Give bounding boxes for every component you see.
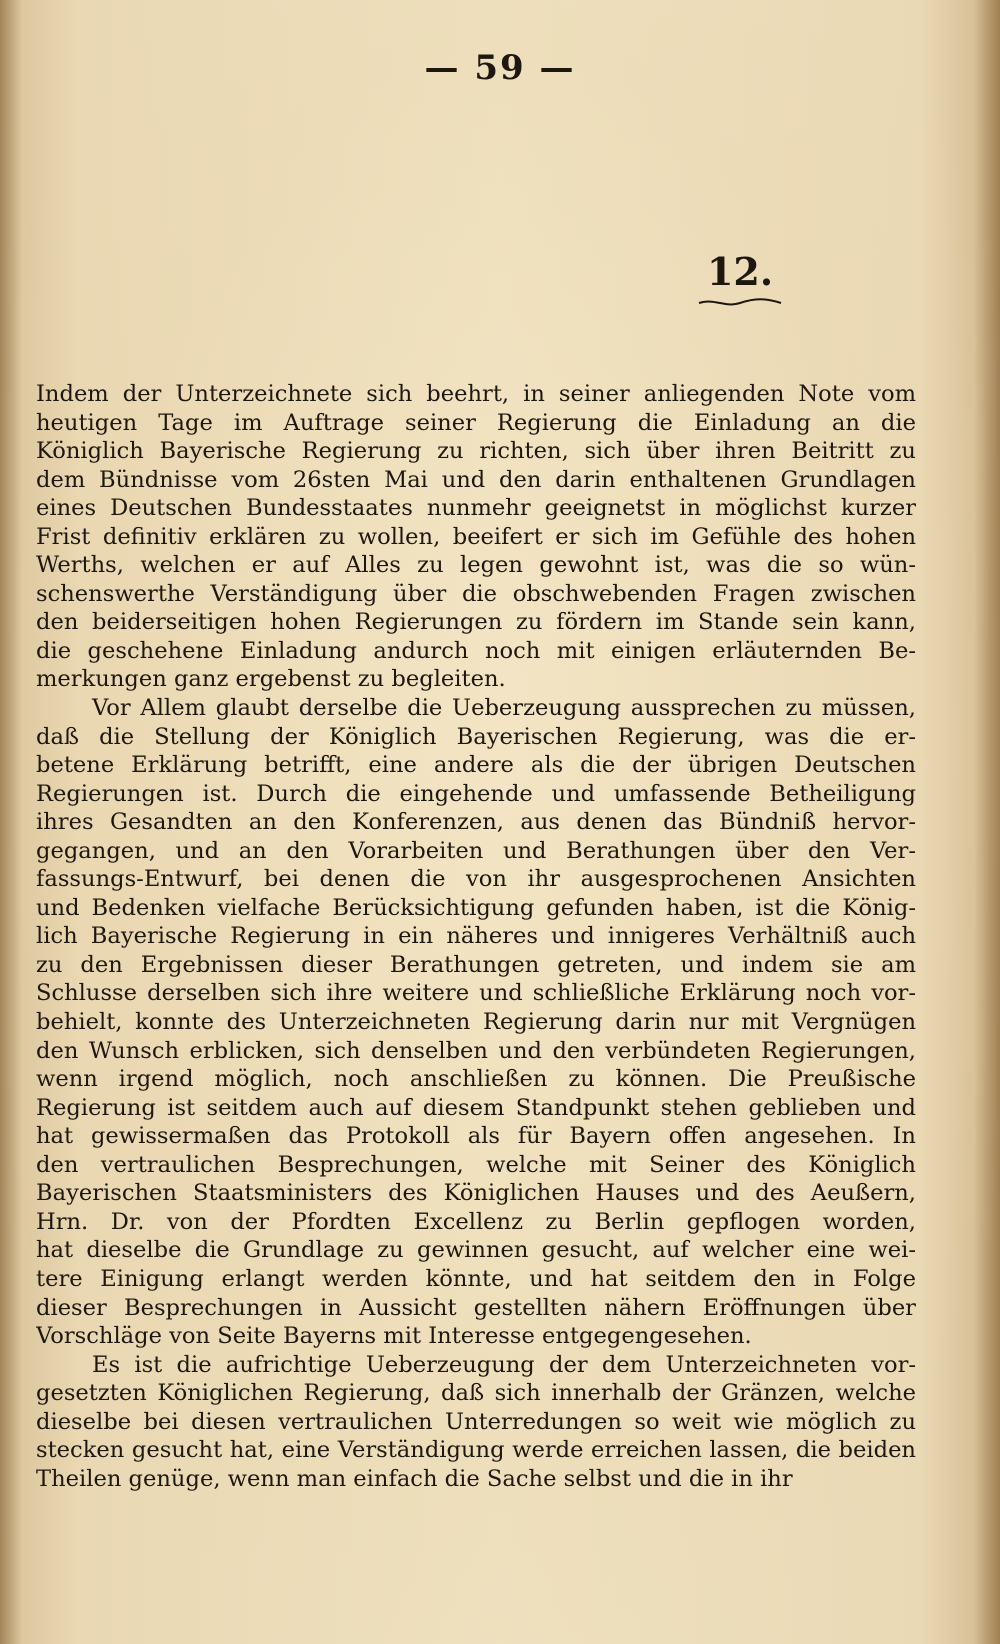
text-line: wenn irgend möglich, noch anschließen zu können. Die Preußische xyxy=(36,1066,916,1093)
text-line: ihres Gesandten an den Konferenzen, aus denen das Bündniß hervor- xyxy=(36,809,916,836)
text-line: heutigen Tage im Auftrage seiner Regierung die Einladung an die xyxy=(36,409,916,436)
text-line: daß die Stellung der Königlich Bayerischen Regierung, was die er- xyxy=(36,723,916,750)
text-line: Frist definitiv erklären zu wollen, beeifert er sich im Gefühle des hohen xyxy=(36,523,916,550)
text-line: Schlusse derselben sich ihre weitere und schließliche Erklärung noch vor- xyxy=(36,980,916,1007)
text-line: Hrn. Dr. von der Pfordten Excellenz zu Berlin gepflogen worden, xyxy=(36,1208,916,1235)
text-line: dieser Besprechungen in Aussicht gestellten nähern Eröffnungen über xyxy=(36,1294,916,1321)
text-line: tere Einigung erlangt werden könnte, und hat seitdem den in Folge xyxy=(36,1265,916,1292)
text-line: Theilen genüge, wenn man einfach die Sache selbst und die in ihr xyxy=(36,1465,793,1492)
page-number: — 59 — xyxy=(424,48,576,88)
text-line: gesetzten Königlichen Regierung, daß sich innerhalb der Gränzen, welche xyxy=(36,1380,916,1407)
text-line: behielt, konnte des Unterzeichneten Regierung darin nur mit Vergnügen xyxy=(36,1009,916,1036)
text-line: den vertraulichen Besprechungen, welche mit Seiner des Königlich xyxy=(36,1151,916,1178)
text-line: den Wunsch erblicken, sich denselben und den verbündeten Regierungen, xyxy=(36,1037,916,1064)
paragraph xyxy=(36,380,916,694)
text-line: dem Bündnisse vom 26sten Mai und den darin enthaltenen Grundlagen xyxy=(36,466,916,493)
text-line: Regierungen ist. Durch die eingehende und umfassende Betheiligung xyxy=(36,780,916,807)
text-line: stecken gesucht hat, eine Verständigung werde erreichen lassen, die beiden xyxy=(36,1437,916,1464)
text-line: Es ist die aufrichtige Ueberzeugung der dem Unterzeichneten vor- xyxy=(92,1351,916,1378)
text-line: die geschehene Einladung andurch noch mit einigen erläuternden Be- xyxy=(36,637,916,664)
text-line: merkungen ganz ergebenst zu begleiten. xyxy=(36,666,506,693)
text-line: Regierung ist seitdem auch auf diesem Standpunkt stehen geblieben und xyxy=(36,1094,916,1121)
text-line: lich Bayerische Regierung in ein näheres und innigeres Verhältniß auch xyxy=(36,923,916,950)
document-heading xyxy=(680,250,800,310)
text-line: schenswerthe Verständigung über die obschwebenden Fragen zwischen xyxy=(36,580,916,607)
text-line: dieselbe bei diesen vertraulichen Unterredungen so weit wie möglich zu xyxy=(36,1408,916,1435)
page-edge-shadow-right xyxy=(974,0,1000,1644)
text-line: hat dieselbe die Grundlage zu gewinnen gesucht, auf welcher eine wei- xyxy=(36,1237,916,1264)
text-line: den beiderseitigen hohen Regierungen zu fördern im Stande sein kann, xyxy=(36,609,916,636)
text-line: zu den Ergebnissen dieser Berathungen getreten, und indem sie am xyxy=(36,951,916,978)
text-line: Indem der Unterzeichnete sich beehrt, in seiner anliegenden Note vom xyxy=(36,381,916,407)
text-line: fassungs-Entwurf, bei denen die von ihr ausgesprochenen Ansichten xyxy=(36,866,916,893)
text-line: betene Erklärung betrifft, eine andere als die der übrigen Deutschen xyxy=(36,752,916,779)
body-text xyxy=(36,380,916,1493)
text-line: Bayerischen Staatsministers des Königlichen Hauses und des Aeußern, xyxy=(36,1180,916,1207)
text-line: Werths, welchen er auf Alles zu legen gewohnt ist, was die so wün- xyxy=(36,552,916,579)
paragraph xyxy=(36,1351,916,1494)
text-line: und Bedenken vielfache Berücksichtigung gefunden haben, ist die König- xyxy=(36,894,916,921)
paragraph xyxy=(36,694,916,1351)
text-line: hat gewissermaßen das Protokoll als für Bayern offen angesehen. In xyxy=(36,1123,916,1150)
text-line: gegangen, und an den Vorarbeiten und Berathungen über den Ver- xyxy=(36,837,916,864)
text-line: Königlich Bayerische Regierung zu richten, sich über ihren Beitritt zu xyxy=(36,438,916,465)
text-line: Vor Allem glaubt derselbe die Ueberzeugung aussprechen zu müssen, xyxy=(92,695,916,722)
decorative-flourish xyxy=(695,296,785,310)
page-edge-shadow-left xyxy=(0,0,22,1644)
document-number: 12. xyxy=(706,249,774,294)
text-line: eines Deutschen Bundesstaates nunmehr geeignetst in möglichst kurzer xyxy=(36,495,916,522)
text-line: Vorschläge von Seite Bayerns mit Interesse entgegengesehen. xyxy=(36,1323,752,1350)
